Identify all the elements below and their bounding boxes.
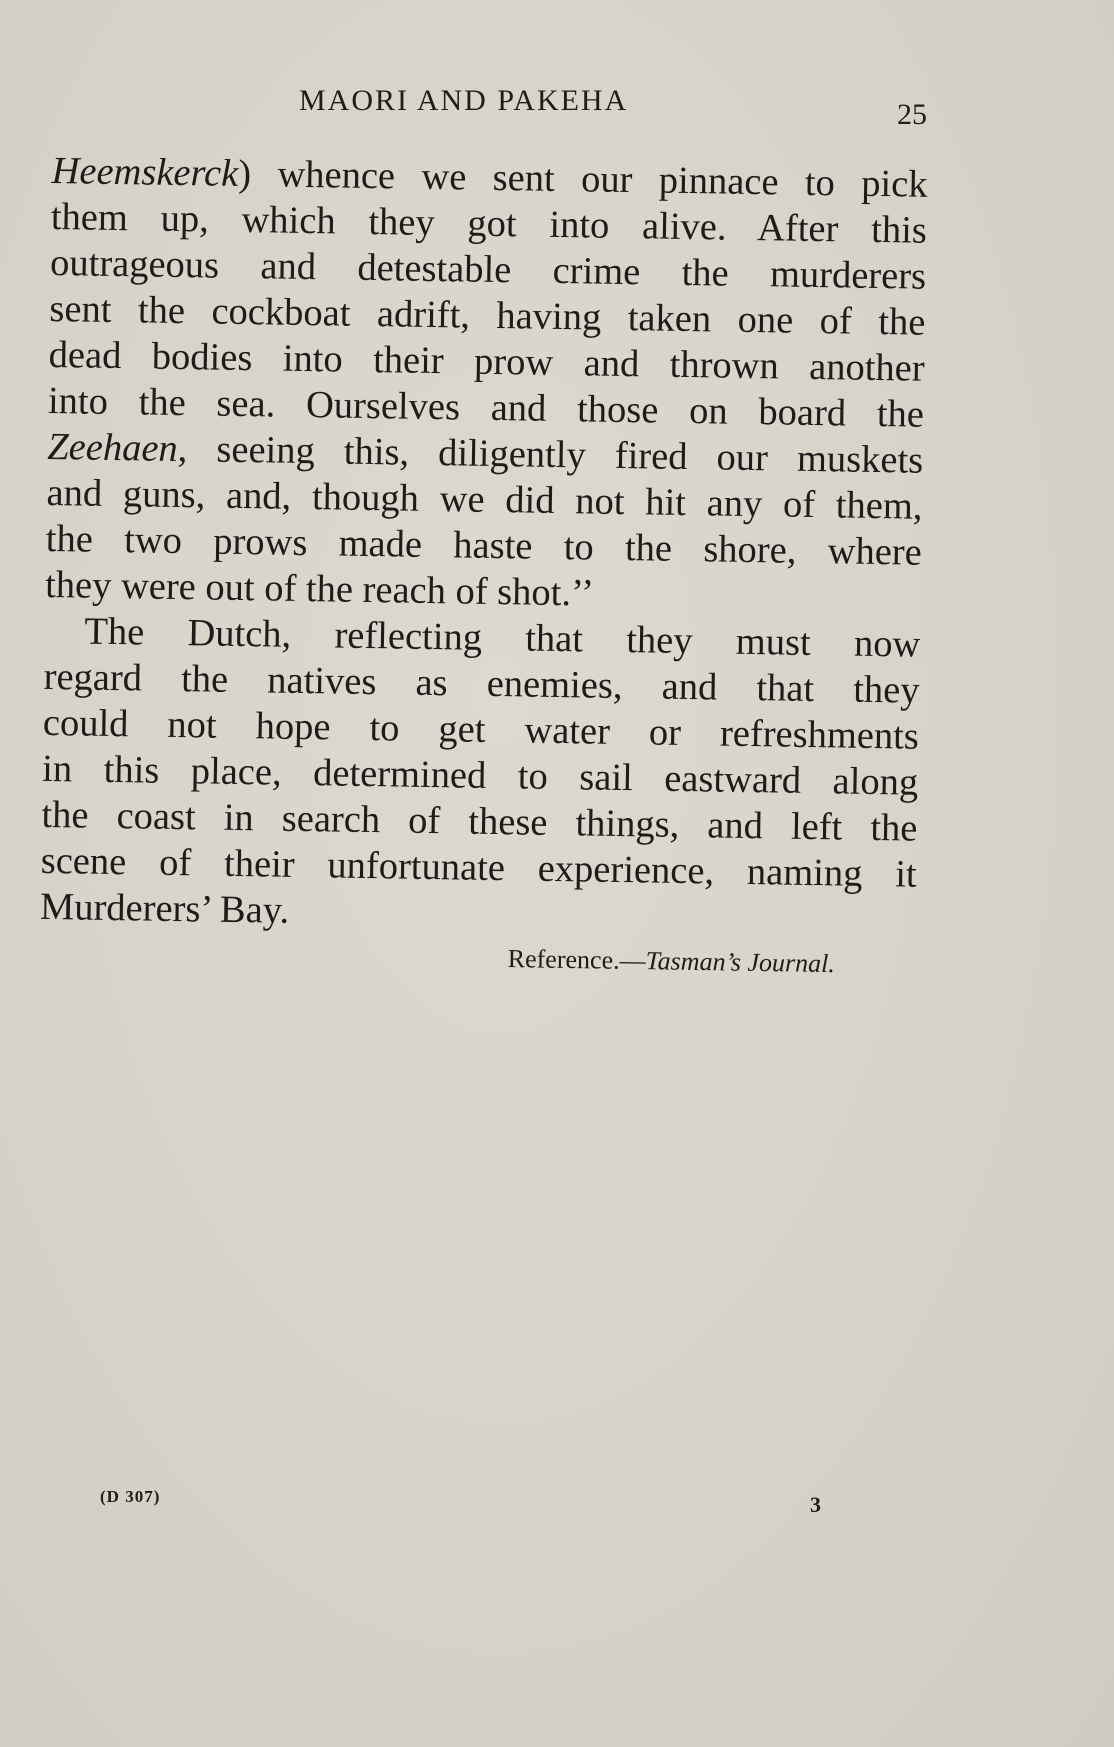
line-text: ) whence we sent our pinnace to pick <box>237 152 928 206</box>
signature-number: 3 <box>810 1492 821 1517</box>
text-line: regard the natives as enemies, and that they <box>43 655 920 712</box>
text-line: could not hope to get water or refreshments <box>42 701 920 758</box>
line-text: , seeing this, diligently fired our muskets <box>177 428 924 482</box>
text-line: into the sea. Ourselves and those on board the <box>47 379 925 436</box>
text-line: in this place, determined to sail eastward along <box>41 747 919 804</box>
text-line: Murderers’ Bay. <box>39 885 290 932</box>
reference-label: Reference.— <box>507 944 646 976</box>
body-text <box>40 148 928 944</box>
reference-note <box>508 944 836 979</box>
text-line: and guns, and, though we did not hit any of them, <box>46 471 923 528</box>
text-line: sent the cockboat adrift, having taken one of the <box>49 287 926 344</box>
text-line: the two prows made haste to the shore, where <box>45 517 923 574</box>
reference-source: Tasman’s Journal. <box>645 946 836 979</box>
ship-name: Zeehaen <box>46 425 179 471</box>
signature-mark: (D 307) <box>100 1487 161 1506</box>
text-line: they were out of the reach of shot.’’ <box>44 563 595 615</box>
running-head: MAORI AND PAKEHA <box>299 84 629 117</box>
ship-name: Heemskerck <box>51 149 239 195</box>
text-line: outrageous and detestable crime the murderers <box>49 241 927 298</box>
text-line: scene of their unfortunate experience, naming it <box>40 839 918 896</box>
text-line: dead bodies into their prow and thrown another <box>48 333 925 390</box>
page-number: 25 <box>897 98 927 131</box>
text-line: The Dutch, reflecting that they must now <box>84 610 921 666</box>
text-line: them up, which they got into alive. After this <box>50 195 928 252</box>
text-line: the coast in search of these things, and left the <box>41 793 918 850</box>
